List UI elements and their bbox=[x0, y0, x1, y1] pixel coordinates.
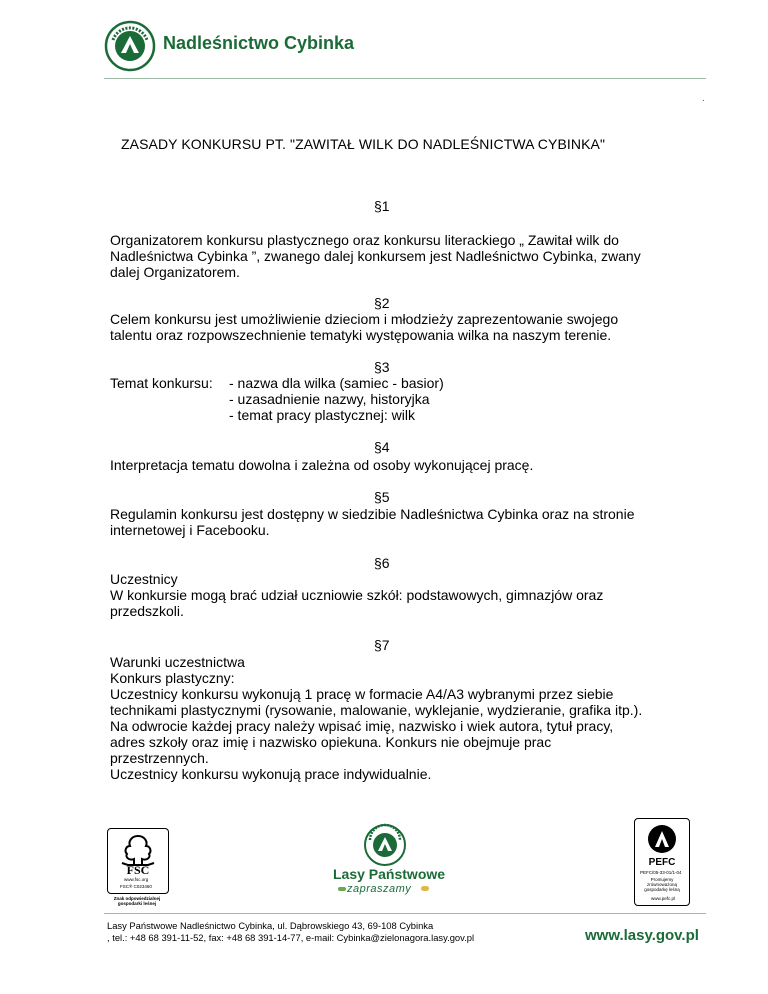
section-text: Organizatorem konkursu plastycznego oraz konkursu literackiego „ Zawitał wilk do Nadleśnictwa Cybinka ”, zwanego dalej konkursem jest Nadleśnictwo Cybinka, zwany dalej Organizatorem. bbox=[110, 232, 641, 280]
section-text: Uczestnicy W konkursie mogą brać udział uczniowie szkół: podstawowych, gimnazjów oraz przedszkoli. bbox=[110, 571, 604, 619]
leaf-icon bbox=[421, 886, 429, 891]
section-text: Warunki uczestnictwa Konkurs plastyczny: Uczestnicy konkursu wykonują 1 pracę w formacie A4/A3 wybranymi przez siebie technikami plastycznymi (rysowanie, malowanie, wyklejanie, wydzieranie, grafika itp.). Na odwrocie każdej pracy należy wpisać imię, nazwisko i wiek autora, tytuł pracy, adres szkoły oraz imię i nazwisko opiekuna. Konkurs nie obejmuje prac przestrzennych. Uczestnicy konkursu wykonują prace indywidualnie. bbox=[110, 654, 643, 782]
lasy-center-logo bbox=[363, 823, 407, 867]
footer-contact: , tel.: +48 68 391-11-52, fax: +48 68 391-14-77, e-mail: Cybinka@zielonagora.lasy.gov.pl bbox=[107, 932, 475, 943]
section-heading: §4 bbox=[374, 439, 390, 455]
fsc-caption: Znak odpowiedzialnej gospodarki leśnej bbox=[113, 896, 161, 906]
section-heading: §5 bbox=[374, 489, 390, 505]
section-heading: §1 bbox=[374, 198, 390, 214]
fsc-site: www.fsc.org bbox=[124, 877, 149, 882]
fsc-name: FSC bbox=[126, 863, 150, 877]
section-heading: §6 bbox=[374, 555, 390, 571]
section-lead: Temat konkursu: bbox=[110, 375, 213, 391]
pefc-name: PEFC bbox=[648, 857, 676, 868]
fsc-logo bbox=[107, 828, 169, 894]
footer-divider bbox=[104, 913, 706, 914]
fsc-code: FSC® C023460 bbox=[120, 884, 152, 889]
section-text: Celem konkursu jest umożliwienie dzieciom i młodzieży zaprezentowanie swojego talentu oraz rozpowszechnienie tematyki występowania wilka na naszym terenie. bbox=[110, 311, 619, 343]
pefc-code: PEFC/05-33-01/1-04 bbox=[640, 870, 682, 875]
section-heading: §3 bbox=[374, 359, 390, 375]
leaf-icon bbox=[338, 887, 346, 891]
lasy-tagline: zapraszamy bbox=[347, 883, 412, 895]
lasy-name: Lasy Państwowe bbox=[333, 866, 446, 882]
list-item: - nazwa dla wilka (samiec - basior) bbox=[229, 375, 444, 391]
section-heading: §2 bbox=[374, 295, 390, 311]
document-title: ZASADY KONKURSU PT. "ZAWITAŁ WILK DO NADLEŚNICTWA CYBINKA" bbox=[121, 136, 606, 152]
list-item: - uzasadnienie nazwy, historyjka bbox=[229, 391, 430, 407]
list-item: - temat pracy plastycznej: wilk bbox=[229, 407, 415, 423]
pefc-site: www.pefc.pl bbox=[651, 896, 676, 901]
lasy-panstwowe-logo bbox=[104, 20, 156, 72]
section-heading: §7 bbox=[374, 637, 390, 653]
corner-mark: . bbox=[702, 93, 705, 104]
pefc-caption: Promujemy zrównoważoną gospodarkę leśną bbox=[644, 877, 680, 892]
section-text: Interpretacja tematu dowolna i zależna od osoby wykonującej pracę. bbox=[110, 457, 534, 473]
website-link[interactable]: www.lasy.gov.pl bbox=[585, 927, 699, 944]
header-title: Nadleśnictwo Cybinka bbox=[163, 33, 355, 53]
header-divider bbox=[104, 78, 706, 79]
section-text: Regulamin konkursu jest dostępny w siedzibie Nadleśnictwa Cybinka oraz na stronie internetowej i Facebooku. bbox=[110, 506, 635, 538]
footer-address: Lasy Państwowe Nadleśnictwo Cybinka, ul. Dąbrowskiego 43, 69-108 Cybinka bbox=[107, 920, 434, 931]
pefc-logo bbox=[634, 818, 690, 906]
